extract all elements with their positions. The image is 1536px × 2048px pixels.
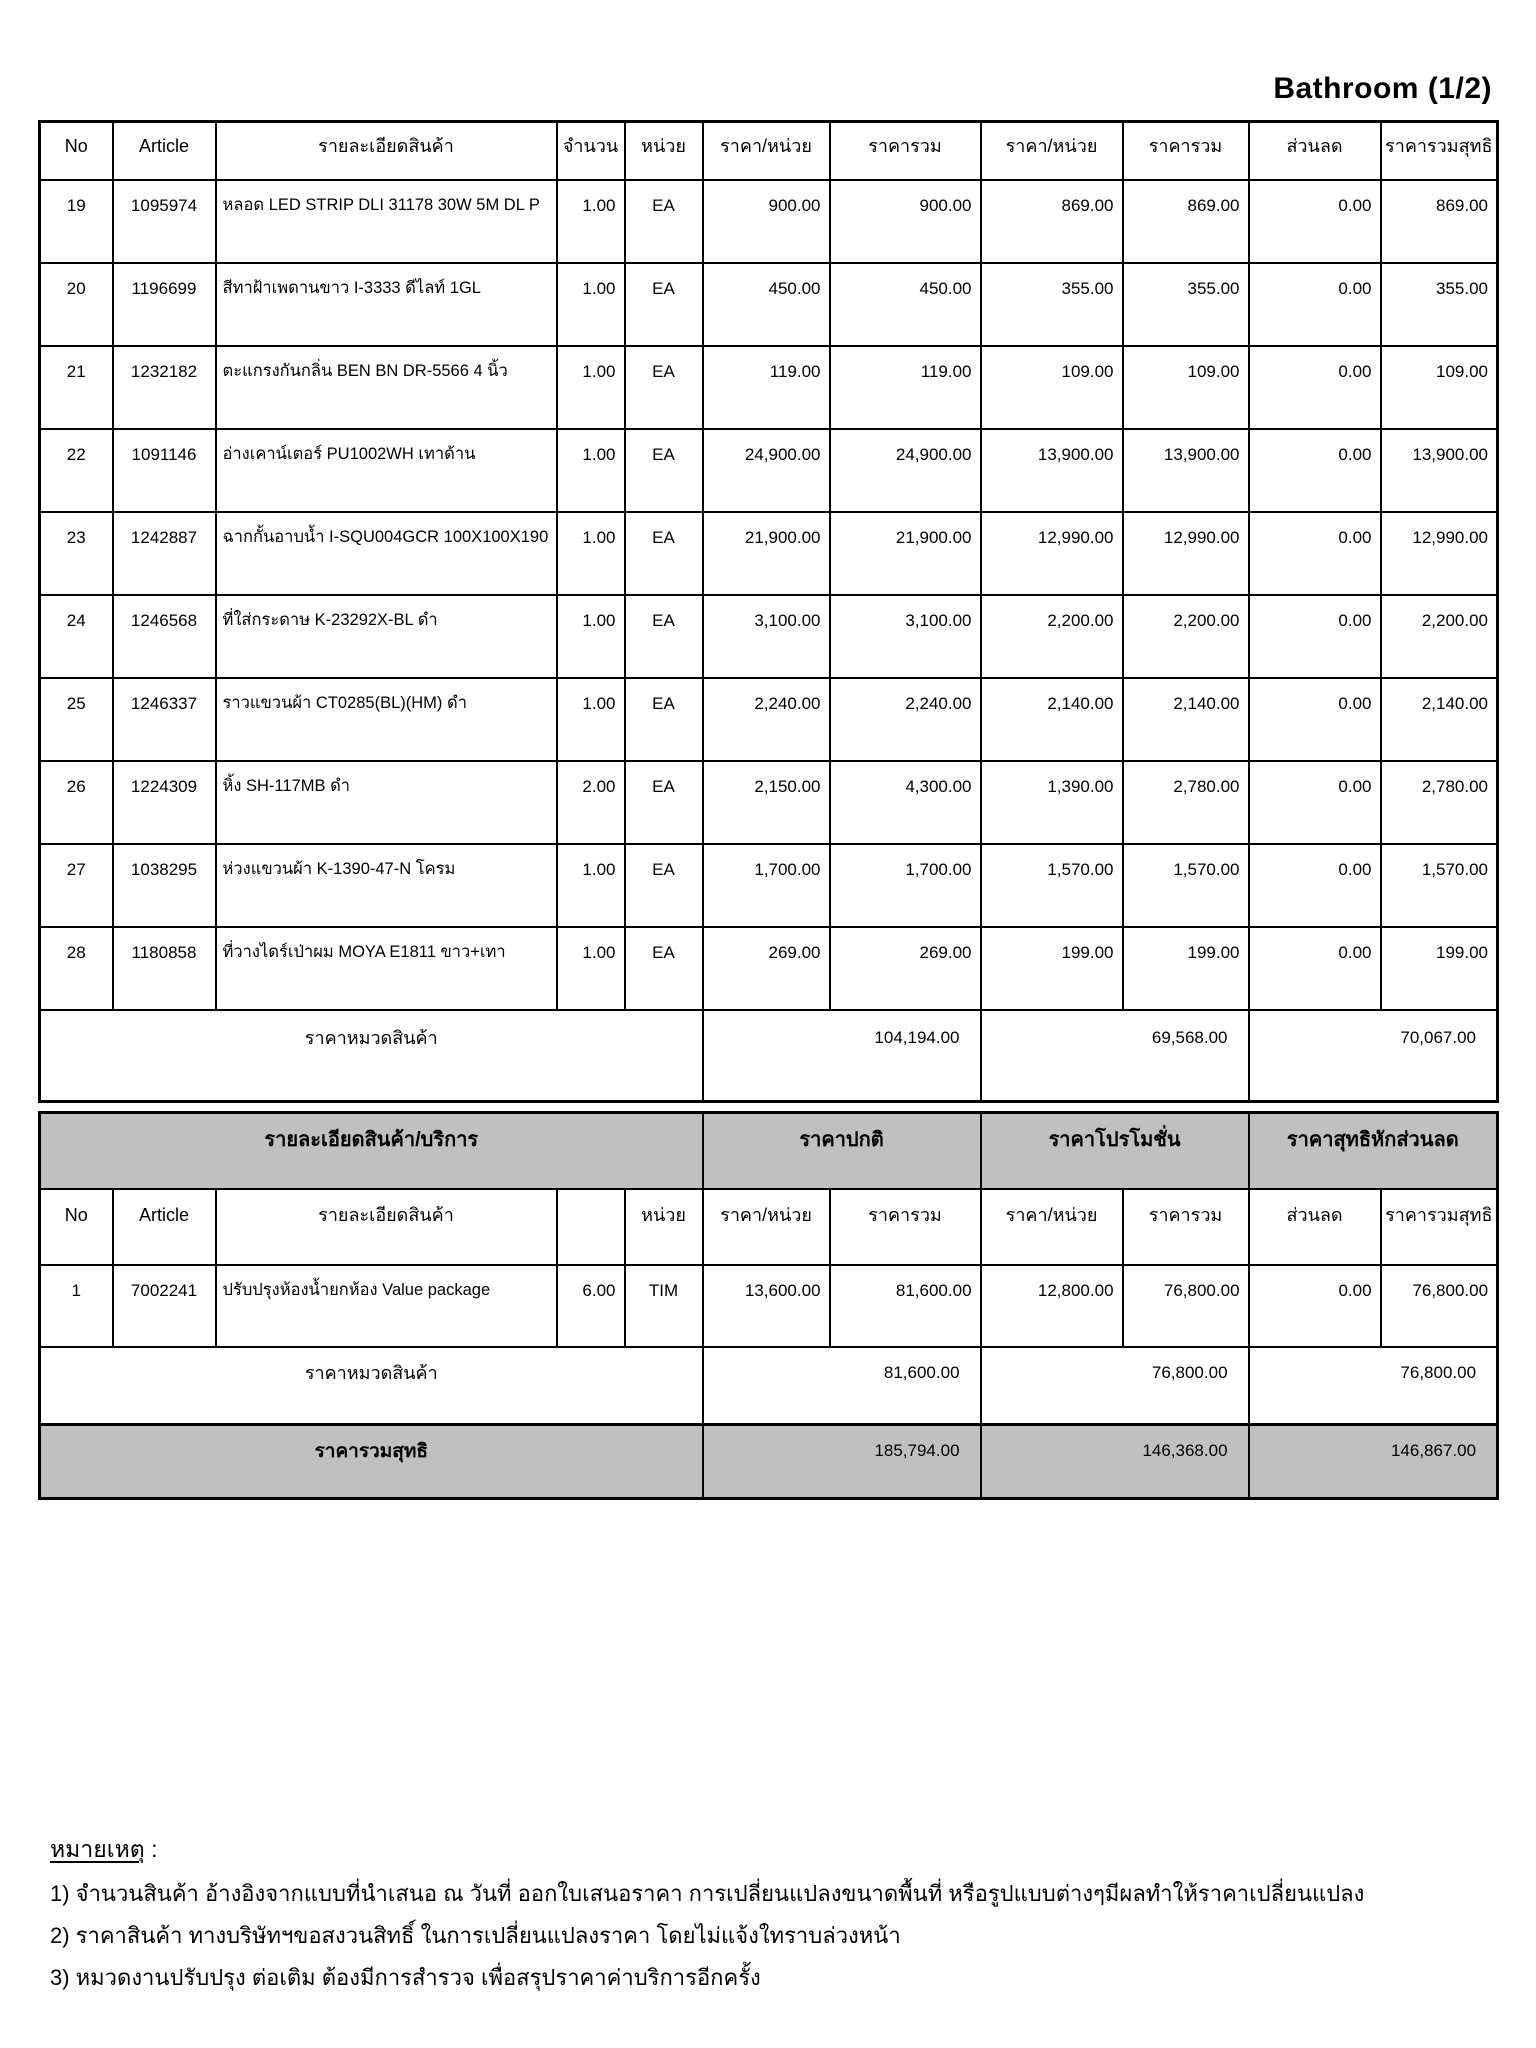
services-table [38, 1111, 1499, 1500]
net-total-cell: 355.00 [1381, 263, 1498, 346]
description-cell: อ่างเคาน์เตอร์ PU1002WH เทาด้าน [216, 429, 557, 512]
no-cell: 22 [40, 429, 113, 512]
no-cell: 21 [40, 346, 113, 429]
net-total-cell: 76,800.00 [1381, 1265, 1498, 1347]
total-price-cell: 450.00 [830, 263, 981, 346]
services-subtotal-row [40, 1347, 1498, 1425]
no-cell: 24 [40, 595, 113, 678]
page-title: Bathroom (1/2) [1273, 72, 1492, 105]
net-total-cell: 13,900.00 [1381, 429, 1498, 512]
services-subtotal-promo: 76,800.00 [981, 1347, 1249, 1425]
promo-unit-price-header: ราคา/หน่วย [981, 1189, 1123, 1265]
description-cell: ที่วางไดร์เป่าผม MOYA E1811 ขาว+เทา [216, 927, 557, 1010]
normal-price-band: ราคาปกติ [703, 1113, 981, 1189]
unit-price-cell: 3,100.00 [703, 595, 830, 678]
net-total-cell: 199.00 [1381, 927, 1498, 1010]
description-cell: ราวแขวนผ้า CT0285(BL)(HM) ดำ [216, 678, 557, 761]
promo-unit-price-cell: 355.00 [981, 263, 1123, 346]
total-price-cell: 81,600.00 [830, 1265, 981, 1347]
net-total-cell: 1,570.00 [1381, 844, 1498, 927]
services-header-row [40, 1189, 1498, 1265]
table-row [40, 429, 1498, 512]
total-price-cell: 3,100.00 [830, 595, 981, 678]
promo-total-header: ราคารวม [1123, 1189, 1249, 1265]
description-cell: หลอด LED STRIP DLI 31178 30W 5M DL P [216, 180, 557, 263]
notes-title [50, 1838, 1490, 1861]
total-price-cell: 24,900.00 [830, 429, 981, 512]
table-row [40, 678, 1498, 761]
promo-price-band: ราคาโปรโมชั่น [981, 1113, 1249, 1189]
table-row [40, 844, 1498, 927]
promo-total-cell: 2,780.00 [1123, 761, 1249, 844]
unit-cell: EA [625, 761, 703, 844]
qty-cell: 1.00 [557, 263, 625, 346]
promo-unit-price-cell: 12,990.00 [981, 512, 1123, 595]
no-header: No [40, 1189, 113, 1265]
promo-unit-price-cell: 2,200.00 [981, 595, 1123, 678]
grand-total-row [40, 1425, 1498, 1499]
article-header: Article [113, 122, 216, 180]
article-cell: 1242887 [113, 512, 216, 595]
net-total-header: ราคารวมสุทธิ [1381, 1189, 1498, 1265]
products-subtotal-row [40, 1010, 1498, 1102]
promo-unit-price-cell: 2,140.00 [981, 678, 1123, 761]
total-price-cell: 2,240.00 [830, 678, 981, 761]
unit-cell: EA [625, 263, 703, 346]
grand-total-net: 146,867.00 [1249, 1425, 1498, 1499]
qty-cell: 1.00 [557, 678, 625, 761]
qty-cell: 1.00 [557, 844, 625, 927]
unit-price-cell: 450.00 [703, 263, 830, 346]
qty-cell: 1.00 [557, 429, 625, 512]
total-price-cell: 269.00 [830, 927, 981, 1010]
description-cell: ตะแกรงกันกลิ่น BEN BN DR-5566 4 นิ้ว [216, 346, 557, 429]
qty-cell: 1.00 [557, 595, 625, 678]
qty-cell: 1.00 [557, 512, 625, 595]
discount-cell: 0.00 [1249, 1265, 1381, 1347]
grand-total-label: ราคารวมสุทธิ [40, 1425, 703, 1499]
promo-unit-price-cell: 199.00 [981, 927, 1123, 1010]
promo-total-cell: 199.00 [1123, 927, 1249, 1010]
net-total-cell: 869.00 [1381, 180, 1498, 263]
description-cell: ห่วงแขวนผ้า K-1390-47-N โครม [216, 844, 557, 927]
unit-price-cell: 24,900.00 [703, 429, 830, 512]
description-cell: ที่ใส่กระดาษ K-23292X-BL ดำ [216, 595, 557, 678]
promo-total-cell: 869.00 [1123, 180, 1249, 263]
qty-header-empty [557, 1189, 625, 1265]
note-line-3: 3) หมวดงานปรับปรุง ต่อเติม ต้องมีการสำรวจ เพื่อสรุปราคาค่าบริการอีกครั้ง [50, 1965, 761, 1990]
unit-cell: EA [625, 927, 703, 1010]
article-cell: 1180858 [113, 927, 216, 1010]
promo-total-cell: 355.00 [1123, 263, 1249, 346]
products-subtotal-net: 70,067.00 [1249, 1010, 1498, 1102]
promo-unit-price-cell: 109.00 [981, 346, 1123, 429]
unit-price-cell: 119.00 [703, 346, 830, 429]
promo-total-cell: 2,140.00 [1123, 678, 1249, 761]
description-header: รายละเอียดสินค้า [216, 1189, 557, 1265]
discount-cell: 0.00 [1249, 761, 1381, 844]
products-table [38, 120, 1499, 1103]
description-cell: หิ้ง SH-117MB ดำ [216, 761, 557, 844]
qty-cell: 1.00 [557, 180, 625, 263]
grand-total-promo: 146,368.00 [981, 1425, 1249, 1499]
notes-title-text: หมายเหตุ [50, 1836, 145, 1862]
no-cell: 27 [40, 844, 113, 927]
unit-price-cell: 269.00 [703, 927, 830, 1010]
unit-price-header: ราคา/หน่วย [703, 1189, 830, 1265]
unit-price-cell: 1,700.00 [703, 844, 830, 927]
discount-cell: 0.00 [1249, 678, 1381, 761]
unit-header: หน่วย [625, 122, 703, 180]
unit-cell: TIM [625, 1265, 703, 1347]
services-subtotal-normal: 81,600.00 [703, 1347, 981, 1425]
grand-total-normal: 185,794.00 [703, 1425, 981, 1499]
unit-cell: EA [625, 512, 703, 595]
products-subtotal-label: ราคาหมวดสินค้า [40, 1010, 703, 1102]
discount-cell: 0.00 [1249, 512, 1381, 595]
table-row [40, 346, 1498, 429]
promo-total-cell: 2,200.00 [1123, 595, 1249, 678]
products-subtotal-normal: 104,194.00 [703, 1010, 981, 1102]
promo-total-cell: 109.00 [1123, 346, 1249, 429]
net-price-band: ราคาสุทธิหักส่วนลด [1249, 1113, 1498, 1189]
qty-cell: 2.00 [557, 761, 625, 844]
unit-price-cell: 2,240.00 [703, 678, 830, 761]
table-row [40, 761, 1498, 844]
total-price-header: ราคารวม [830, 122, 981, 180]
unit-cell: EA [625, 429, 703, 512]
products-subtotal-promo: 69,568.00 [981, 1010, 1249, 1102]
discount-cell: 0.00 [1249, 595, 1381, 678]
no-cell: 28 [40, 927, 113, 1010]
tables-container [38, 120, 1496, 1500]
table-row [40, 1265, 1498, 1347]
total-price-cell: 21,900.00 [830, 512, 981, 595]
unit-cell: EA [625, 595, 703, 678]
total-price-cell: 1,700.00 [830, 844, 981, 927]
qty-cell: 6.00 [557, 1265, 625, 1347]
total-price-cell: 4,300.00 [830, 761, 981, 844]
article-cell: 1091146 [113, 429, 216, 512]
services-subtotal-label: ราคาหมวดสินค้า [40, 1347, 703, 1425]
no-header: No [40, 122, 113, 180]
discount-header: ส่วนลด [1249, 1189, 1381, 1265]
note-line-2: 2) ราคาสินค้า ทางบริษัทฯขอสงวนสิทธิ์ ในการเปลี่ยนแปลงราคา โดยไม่แจ้งใทราบล่วงหน้า [50, 1923, 901, 1948]
discount-header: ส่วนลด [1249, 122, 1381, 180]
table-row [40, 263, 1498, 346]
promo-total-cell: 76,800.00 [1123, 1265, 1249, 1347]
article-cell: 1246568 [113, 595, 216, 678]
no-cell: 23 [40, 512, 113, 595]
unit-header: หน่วย [625, 1189, 703, 1265]
article-cell: 1246337 [113, 678, 216, 761]
net-total-header: ราคารวมสุทธิ [1381, 122, 1498, 180]
discount-cell: 0.00 [1249, 346, 1381, 429]
net-total-cell: 109.00 [1381, 346, 1498, 429]
unit-cell: EA [625, 346, 703, 429]
promo-total-cell: 1,570.00 [1123, 844, 1249, 927]
description-cell: ฉากกั้นอาบน้ำ I-SQU004GCR 100X100X190 [216, 512, 557, 595]
no-cell: 26 [40, 761, 113, 844]
description-cell: สีทาฝ้าเพดานขาว I-3333 ดีไลท์ 1GL [216, 263, 557, 346]
promo-total-header: ราคารวม [1123, 122, 1249, 180]
unit-price-cell: 21,900.00 [703, 512, 830, 595]
discount-cell: 0.00 [1249, 180, 1381, 263]
no-cell: 1 [40, 1265, 113, 1347]
products-header-row [40, 122, 1498, 180]
total-price-header: ราคารวม [830, 1189, 981, 1265]
services-subtotal-net: 76,800.00 [1249, 1347, 1498, 1425]
promo-total-cell: 13,900.00 [1123, 429, 1249, 512]
table-row [40, 927, 1498, 1010]
net-total-cell: 2,780.00 [1381, 761, 1498, 844]
article-cell: 1224309 [113, 761, 216, 844]
services-band-row [40, 1113, 1498, 1189]
unit-price-cell: 13,600.00 [703, 1265, 830, 1347]
article-cell: 1232182 [113, 346, 216, 429]
unit-cell: EA [625, 678, 703, 761]
net-total-cell: 12,990.00 [1381, 512, 1498, 595]
discount-cell: 0.00 [1249, 927, 1381, 1010]
discount-cell: 0.00 [1249, 844, 1381, 927]
discount-cell: 0.00 [1249, 429, 1381, 512]
qty-cell: 1.00 [557, 346, 625, 429]
promo-unit-price-cell: 1,390.00 [981, 761, 1123, 844]
footnotes [50, 1838, 1490, 2009]
unit-price-cell: 2,150.00 [703, 761, 830, 844]
article-cell: 7002241 [113, 1265, 216, 1347]
note-line-1: 1) จำนวนสินค้า อ้างอิงจากแบบที่นำเสนอ ณ วันที่ ออกใบเสนอราคา การเปลี่ยนแปลงขนาดพื้นที่ หรือรูปแบบต่างๆมีผลทำให้ราคาเปลี่ยนแปลง [50, 1881, 1365, 1906]
qty-header: จำนวน [557, 122, 625, 180]
unit-price-header: ราคา/หน่วย [703, 122, 830, 180]
unit-cell: EA [625, 180, 703, 263]
article-header: Article [113, 1189, 216, 1265]
promo-unit-price-cell: 13,900.00 [981, 429, 1123, 512]
article-cell: 1038295 [113, 844, 216, 927]
net-total-cell: 2,200.00 [1381, 595, 1498, 678]
total-price-cell: 119.00 [830, 346, 981, 429]
services-band-label: รายละเอียดสินค้า/บริการ [40, 1113, 703, 1189]
promo-unit-price-cell: 12,800.00 [981, 1265, 1123, 1347]
unit-cell: EA [625, 844, 703, 927]
no-cell: 25 [40, 678, 113, 761]
no-cell: 20 [40, 263, 113, 346]
unit-price-cell: 900.00 [703, 180, 830, 263]
promo-unit-price-cell: 1,570.00 [981, 844, 1123, 927]
promo-unit-price-header: ราคา/หน่วย [981, 122, 1123, 180]
total-price-cell: 900.00 [830, 180, 981, 263]
promo-unit-price-cell: 869.00 [981, 180, 1123, 263]
table-row [40, 595, 1498, 678]
qty-cell: 1.00 [557, 927, 625, 1010]
description-cell: ปรับปรุงห้องน้ำยกห้อง Value package [216, 1265, 557, 1347]
promo-total-cell: 12,990.00 [1123, 512, 1249, 595]
table-row [40, 180, 1498, 263]
discount-cell: 0.00 [1249, 263, 1381, 346]
net-total-cell: 2,140.00 [1381, 678, 1498, 761]
article-cell: 1095974 [113, 180, 216, 263]
article-cell: 1196699 [113, 263, 216, 346]
no-cell: 19 [40, 180, 113, 263]
description-header: รายละเอียดสินค้า [216, 122, 557, 180]
table-row [40, 512, 1498, 595]
notes-title-colon: : [144, 1836, 158, 1862]
